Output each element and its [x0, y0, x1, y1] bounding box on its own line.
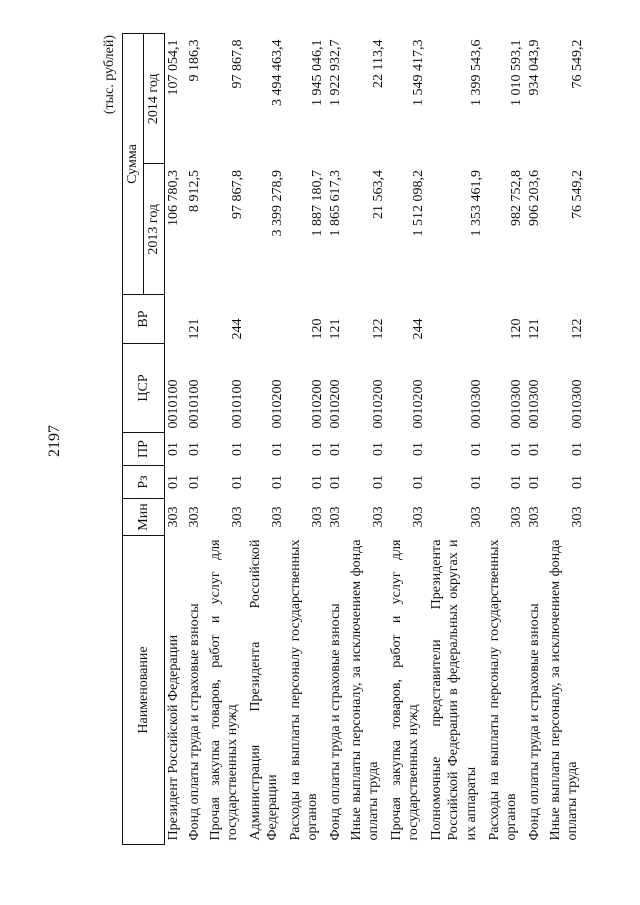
row-pr: 01: [570, 442, 585, 456]
table-row: [486, 34, 526, 845]
row-name: Расходы на выплаты персоналу государственных органов: [486, 539, 519, 841]
row-amount-2014: 1 010 593,1: [509, 39, 524, 106]
row-min: 303: [270, 506, 285, 528]
table-row: [247, 34, 287, 845]
table-row: [388, 34, 428, 845]
row-pr: 01: [310, 442, 325, 456]
row-csr: 0010300: [509, 379, 524, 429]
row-amount-2013: 906 203,6: [526, 170, 542, 226]
row-vr: 122: [570, 318, 585, 340]
row-amount-2013: 982 752,8: [509, 170, 524, 226]
row-min: 303: [186, 506, 202, 528]
row-min: 303: [411, 506, 426, 528]
row-amount-2013: 21 563,4: [371, 170, 386, 219]
row-pr: 01: [526, 442, 542, 456]
row-rz: 01: [411, 475, 426, 489]
row-csr: 0010300: [469, 379, 484, 429]
rotated-budget-table-page: [96, 33, 585, 845]
row-vr: 244: [411, 318, 426, 340]
table-row: [547, 34, 587, 845]
table-row: [207, 34, 247, 845]
row-rz: 01: [327, 475, 343, 489]
row-vr: 121: [327, 318, 343, 340]
row-vr: 120: [310, 318, 325, 340]
budget-table: [122, 33, 587, 845]
row-amount-2013: 97 867,8: [230, 170, 245, 219]
row-min: 303: [166, 506, 181, 528]
row-amount-2013: 1 887 180,7: [310, 170, 325, 237]
row-amount-2013: 106 780,3: [166, 170, 181, 226]
row-amount-2013: 8 912,5: [186, 170, 202, 212]
row-min: 303: [509, 506, 524, 528]
row-vr: 121: [526, 318, 542, 340]
row-amount-2013: 76 549,2: [570, 170, 585, 219]
row-min: 303: [327, 506, 343, 528]
table-row: [287, 34, 327, 845]
row-csr: 0010200: [411, 379, 426, 429]
col-header-pr: ПР: [123, 433, 165, 466]
row-amount-2013: 1 512 098,2: [411, 170, 426, 237]
row-amount-2014: 1 549 417,3: [411, 39, 426, 106]
row-amount-2014: 1 399 543,6: [469, 39, 484, 106]
row-amount-2014: 934 043,9: [526, 39, 542, 96]
row-name: Фонд оплаты труда и страховые взносы: [327, 603, 343, 841]
row-name: Иные выплаты персоналу, за исключением фонда оплаты труда: [348, 539, 381, 841]
row-amount-2013: 1 353 461,9: [469, 170, 484, 237]
row-amount-2014: 1 922 932,7: [327, 39, 343, 106]
row-rz: 01: [310, 475, 325, 489]
row-amount-2014: 22 113,4: [371, 39, 386, 88]
row-rz: 01: [270, 475, 285, 489]
row-name: Администрация Президента Российской Федерации: [247, 539, 280, 841]
row-amount-2014: 97 867,8: [230, 39, 245, 89]
units-note: (тыс. рублей): [102, 35, 117, 115]
row-min: 303: [570, 506, 585, 528]
row-pr: 01: [327, 442, 343, 456]
row-name: Иные выплаты персоналу, за исключением фонда оплаты труда: [547, 539, 580, 841]
col-header-sum: Сумма: [123, 34, 144, 295]
row-csr: 0010300: [526, 379, 542, 429]
col-header-vr: ВР: [123, 295, 165, 344]
row-amount-2014: 1 945 046,1: [310, 39, 325, 106]
row-vr: 122: [371, 318, 386, 340]
row-amount-2014: 3 494 463,4: [270, 39, 285, 106]
row-name: Президент Российской Федерации: [166, 634, 181, 841]
row-rz: 01: [526, 475, 542, 489]
col-header-2014: 2014 год: [144, 34, 165, 165]
row-name: Полномочные представители Президента Российской Федерации в федеральных округах и их аппараты: [428, 539, 479, 841]
row-csr: 0010100: [166, 379, 181, 429]
row-pr: 01: [186, 442, 202, 456]
row-min: 303: [526, 506, 542, 528]
col-header-csr: ЦСР: [123, 344, 165, 433]
row-min: 303: [230, 506, 245, 528]
row-rz: 01: [469, 475, 484, 489]
row-amount-2014: 76 549,2: [570, 39, 585, 89]
row-rz: 01: [186, 475, 202, 489]
row-pr: 01: [371, 442, 386, 456]
row-name: Расходы на выплаты персоналу государственных органов: [287, 539, 320, 841]
row-pr: 01: [270, 442, 285, 456]
row-min: 303: [310, 506, 325, 528]
col-header-rz: Рз: [123, 466, 165, 499]
row-vr: 121: [186, 318, 202, 340]
row-csr: 0010200: [270, 379, 285, 429]
table-row: [186, 34, 207, 845]
row-rz: 01: [570, 475, 585, 489]
row-amount-2014: 107 054,1: [166, 39, 181, 96]
row-name: Прочая закупка товаров, работ и услуг для государственных нужд: [207, 539, 240, 841]
table-body: [165, 34, 587, 845]
row-name: Фонд оплаты труда и страховые взносы: [526, 603, 542, 841]
row-rz: 01: [166, 475, 181, 489]
row-vr: [165, 295, 186, 344]
row-rz: 01: [371, 475, 386, 489]
page-number: 2197: [46, 425, 63, 457]
row-name: Прочая закупка товаров, работ и услуг для государственных нужд: [388, 539, 421, 841]
table-row: [165, 34, 186, 845]
row-csr: 0010200: [371, 379, 386, 429]
row-csr: 0010100: [230, 379, 245, 429]
row-amount-2013: 1 865 617,3: [327, 170, 343, 237]
table-row: [526, 34, 547, 845]
row-min: 303: [469, 506, 484, 528]
row-rz: 01: [509, 475, 524, 489]
row-name: Фонд оплаты труда и страховые взносы: [186, 603, 202, 841]
col-header-2013: 2013 год: [144, 164, 165, 295]
row-pr: 01: [411, 442, 426, 456]
row-pr: 01: [509, 442, 524, 456]
row-vr: 244: [230, 318, 245, 340]
row-amount-2014: 9 186,3: [186, 39, 202, 82]
row-rz: 01: [230, 475, 245, 489]
row-pr: 01: [166, 442, 181, 456]
table-row: [327, 34, 348, 845]
row-csr: 0010100: [186, 379, 202, 429]
row-csr: 0010300: [570, 379, 585, 429]
row-min: 303: [371, 506, 386, 528]
row-vr: [428, 295, 486, 344]
row-csr: 0010200: [327, 379, 343, 429]
row-vr: [247, 295, 287, 344]
row-csr: 0010200: [310, 379, 325, 429]
row-pr: 01: [230, 442, 245, 456]
row-amount-2013: 3 399 278,9: [270, 170, 285, 237]
col-header-min: Мин: [123, 499, 165, 536]
row-pr: 01: [469, 442, 484, 456]
table-row: [348, 34, 388, 845]
row-vr: 120: [509, 318, 524, 340]
col-header-name: Наименование: [123, 536, 165, 845]
table-row: [428, 34, 486, 845]
